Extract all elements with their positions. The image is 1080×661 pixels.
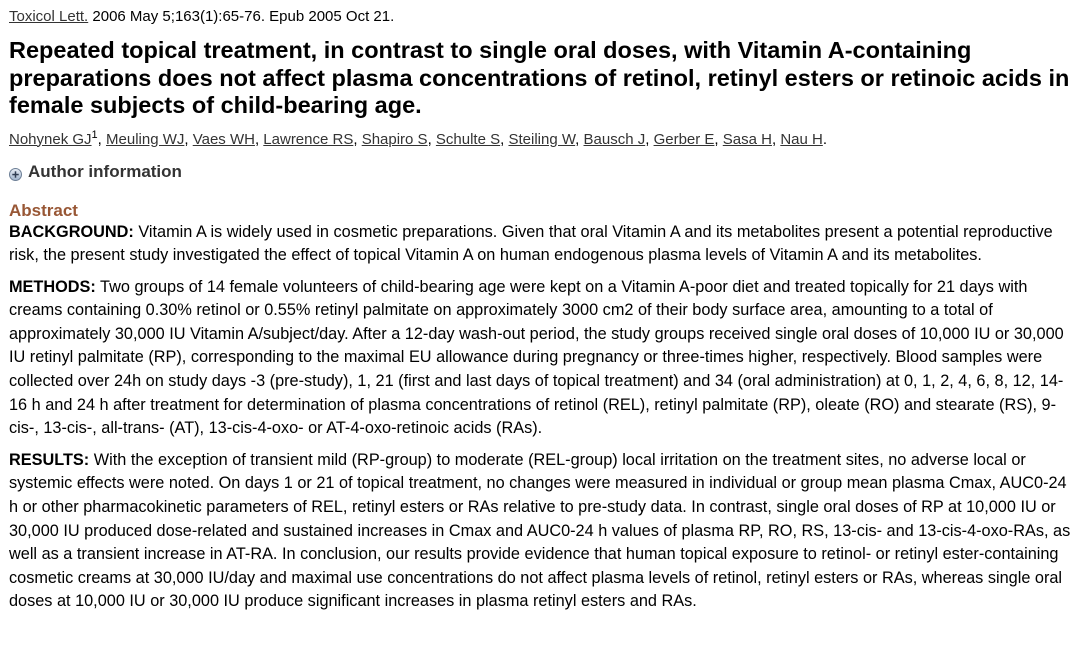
author-separator: , (254, 130, 264, 148)
author-separator: , (353, 130, 362, 148)
author-link[interactable]: Nau H (780, 130, 823, 148)
author-information-toggle[interactable] (9, 162, 1071, 182)
citation (9, 7, 1071, 27)
author-separator: , (427, 130, 436, 148)
author-separator: , (714, 130, 723, 148)
author-separator: . (822, 130, 828, 148)
methods-label: METHODS: (9, 277, 96, 296)
author-separator: , (97, 130, 107, 148)
author-link[interactable]: Meuling WJ (106, 130, 185, 148)
author-link[interactable]: Nohynek GJ (9, 130, 92, 148)
abstract-heading: Abstract (9, 200, 78, 220)
author-separator: , (184, 130, 193, 148)
author-separator: , (771, 130, 781, 148)
citation-details: 2006 May 5;163(1):65-76. Epub 2005 Oct 21. (88, 8, 395, 25)
author-separator: , (575, 130, 584, 148)
abstract-methods (9, 276, 1071, 441)
author-separator: , (645, 130, 654, 148)
author-link[interactable]: Shapiro S (361, 130, 428, 148)
abstract-results (9, 449, 1071, 614)
background-label: BACKGROUND: (9, 222, 134, 241)
author-link[interactable]: Vaes WH (192, 130, 255, 148)
author-link[interactable]: Bausch J (583, 130, 646, 148)
author-link[interactable]: Sasa H (722, 130, 772, 148)
author-link[interactable]: Steiling W (508, 130, 576, 148)
background-text: Vitamin A is widely used in cosmetic preparations. Given that oral Vitamin A and its metabolites present a potential reproductive risk, the present study investigated the effect of topical Vitamin A on human endogenous plasma levels of Vitamin A and its metabolites. (9, 222, 1053, 265)
results-text: With the exception of transient mild (RP-group) to moderate (REL-group) local irritation on the treatment sites, no adverse local or systemic effects were noted. On days 1 or 21 of topical treatment, no changes were measured in individual or group mean plasma Cmax, AUC0-24 h or other pharmacokinetic parameters of REL, retinyl esters or RAs relative to pre-study data. In contrast, single oral doses of RP at 10,000 IU or 30,000 IU produced dose-related and sustained increases in Cmax and AUC0-24 h values of plasma RP, RO, RS, 13-cis- and 13-cis-4-oxo-RAs, as well as a transient increase in AT-RA. In conclusion, our results provide evidence that human topical exposure to retinol- or retinyl ester-containing cosmetic creams at 30,000 IU/day and maximal use concentrations do not affect plasma levels of retinol, retinyl esters or RAs, whereas single oral doses at 10,000 IU or 30,000 IU produce significant increases in plasma retinyl esters and RAs. (9, 450, 1071, 611)
article-title: Repeated topical treatment, in contrast to single oral doses, with Vitamin A-containing preparations does not affect plasma concentrations of retinol, retinyl esters or retinoic acids in female subjects of child-bearing age. (9, 37, 1070, 118)
author-link[interactable]: Lawrence RS (263, 130, 354, 148)
abstract-background (9, 221, 1071, 268)
affiliation-marker: 1 (91, 128, 98, 141)
journal-link[interactable]: Toxicol Lett. (9, 8, 89, 25)
author-information-label[interactable]: Author information (28, 161, 182, 181)
methods-text: Two groups of 14 female volunteers of child-bearing age were kept on a Vitamin A-poor diet and treated topically for 21 days with creams containing 0.30% retinol or 0.55% retinyl palmitate on approximately 3000 cm2 of their body surface area, amounting to a total of approximately 30,000 IU Vitamin A/subject/day. After a 12-day wash-out period, the study groups received single oral doses of 10,000 IU or 30,000 IU retinyl palmitate (RP), corresponding to the maximal EU allowance during pregnancy or three-times higher, respectively. Blood samples were collected over 24h on study days -3 (pre-study), 1, 21 (first and last days of topical treatment) and 34 (oral administration) at 0, 1, 2, 4, 6, 8, 12, 14-16 h and 24 h after treatment for determination of plasma concentrations of retinol (REL), retinyl palmitate (RP), oleate (RO) and stearate (RS), 9-cis-, 13-cis-, all-trans- (AT), 13-cis-4-oxo- or AT-4-oxo-retinoic acids (RAs). (9, 277, 1064, 438)
author-separator: , (500, 130, 509, 148)
results-label: RESULTS: (9, 450, 90, 469)
plus-icon[interactable] (9, 166, 22, 179)
author-link[interactable]: Gerber E (653, 130, 715, 148)
author-list (9, 130, 1071, 150)
author-link[interactable]: Schulte S (435, 130, 501, 148)
